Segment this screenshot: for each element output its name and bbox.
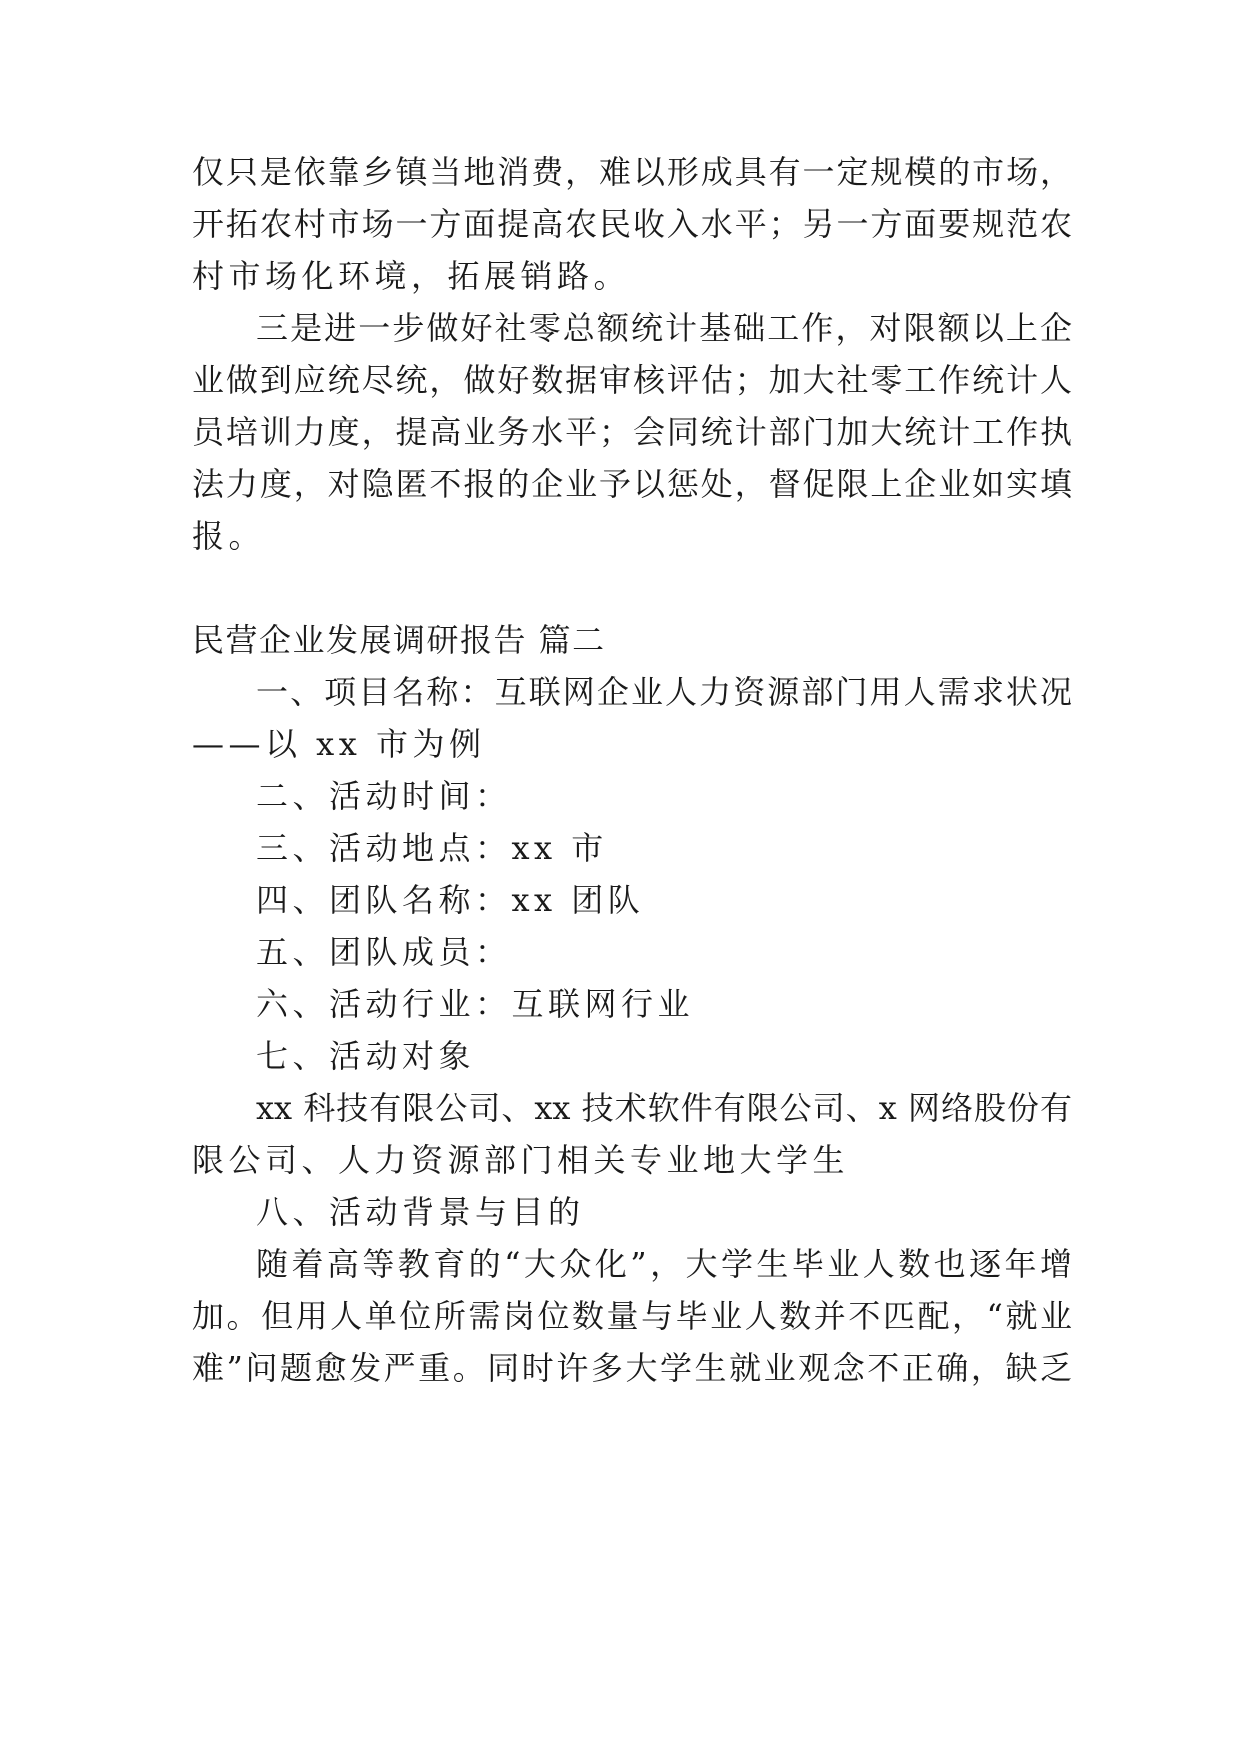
paragraph-line: 村市场化环境，拓展销路。 xyxy=(192,257,631,295)
list-item: 五、团队成员： xyxy=(256,933,512,971)
paragraph-line: xx 科技有限公司、xx 技术软件有限公司、x 网络股份有 xyxy=(256,1089,1072,1127)
paragraph-line: 业做到应统尽统，做好数据审核评估；加大社零工作统计人 xyxy=(192,361,1072,399)
paragraph-line: 限公司、人力资源部门相关专业地大学生 xyxy=(192,1141,850,1179)
list-item: 一、项目名称：互联网企业人力资源部门用人需求状况 xyxy=(256,673,1072,711)
list-item: 七、活动对象 xyxy=(256,1037,476,1075)
section-title: 民营企业发展调研报告 篇二 xyxy=(192,621,606,659)
paragraph-line: 随着高等教育的“大众化”，大学生毕业人数也逐年增 xyxy=(256,1245,1072,1283)
paragraph-line: 仅只是依靠乡镇当地消费，难以形成具有一定规模的市场， xyxy=(192,153,1072,191)
paragraph-line: 开拓农村市场一方面提高农民收入水平；另一方面要规范农 xyxy=(192,205,1072,243)
paragraph-line: 报。 xyxy=(192,517,266,555)
paragraph-line: 法力度，对隐匿不报的企业予以惩处，督促限上企业如实填 xyxy=(192,465,1072,503)
paragraph-line: 难”问题愈发严重。同时许多大学生就业观念不正确，缺乏 xyxy=(192,1349,1072,1387)
list-item: 八、活动背景与目的 xyxy=(256,1193,585,1231)
list-item: 六、活动行业：互联网行业 xyxy=(256,985,695,1023)
paragraph-line: 加。但用人单位所需岗位数量与毕业人数并不匹配，“就业 xyxy=(192,1297,1072,1335)
paragraph-line: 三是进一步做好社零总额统计基础工作，对限额以上企 xyxy=(256,309,1072,347)
list-item: 四、团队名称：xx 团队 xyxy=(256,881,645,919)
list-item: 二、活动时间： xyxy=(256,777,512,815)
list-item: 三、活动地点：xx 市 xyxy=(256,829,608,867)
list-item-continuation: ——以 xx 市为例 xyxy=(192,725,486,763)
paragraph-line: 员培训力度，提高业务水平；会同统计部门加大统计工作执 xyxy=(192,413,1072,451)
